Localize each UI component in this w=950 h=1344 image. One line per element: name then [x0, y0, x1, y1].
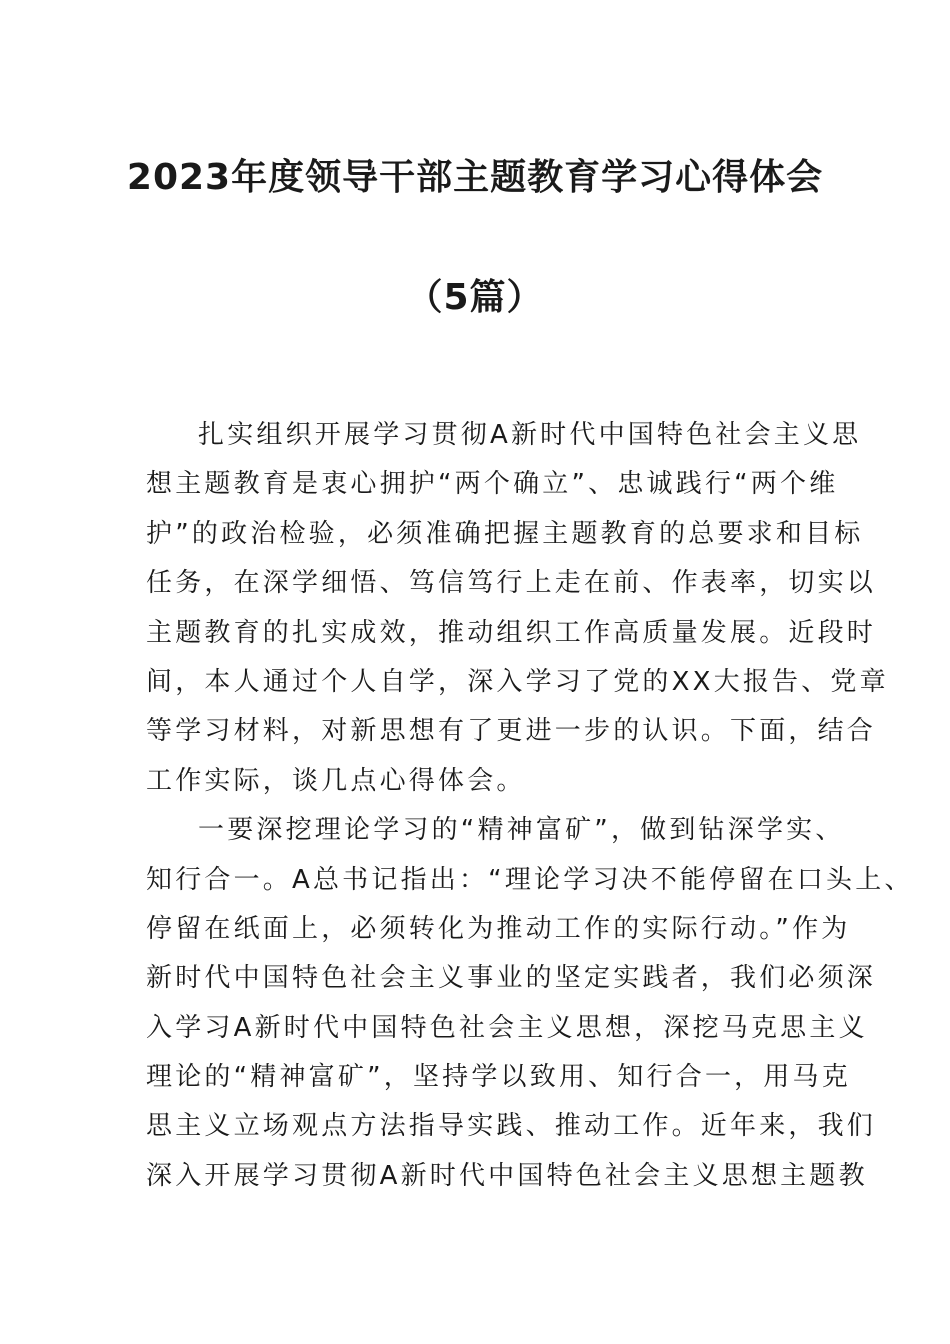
paragraph-line: 想主题教育是衷心拥护“两个确立”、忠诚践行“两个维 — [146, 469, 839, 500]
paragraph-line: 入学习A新时代中国特色社会主义思想，深挖马克思主义 — [146, 1012, 868, 1043]
paragraph-line: 等学习材料，对新思想有了更进一步的认识。下面，结合 — [146, 716, 877, 747]
paragraph-line: 一要深挖理论学习的“精神富矿”，做到钻深学实、 — [198, 815, 845, 846]
paragraph-intro — [146, 411, 889, 806]
document-body — [146, 411, 914, 1201]
paragraph-line: 思主义立场观点方法指导实践、推动工作。近年来，我们 — [146, 1111, 877, 1142]
paragraph-line: 新时代中国特色社会主义事业的坚定实践者，我们必须深 — [146, 963, 877, 994]
paragraph-line: 停留在纸面上，必须转化为推动工作的实际行动。”作为 — [146, 913, 851, 944]
paragraph-line: 知行合一。A总书记指出：“理论学习决不能停留在口头上、 — [146, 864, 914, 895]
paragraph-line: 护”的政治检验，必须准确把握主题教育的总要求和目标 — [146, 518, 864, 549]
document-subtitle: （5篇） — [406, 277, 544, 318]
paragraph-line: 主题教育的扎实成效，推动组织工作高质量发展。近段时 — [146, 617, 877, 648]
paragraph-line: 深入开展学习贯彻A新时代中国特色社会主义思想主题教 — [146, 1160, 868, 1191]
paragraph-line: 间，本人通过个人自学，深入学习了党的XX大报告、党章 — [146, 666, 889, 697]
paragraph-line: 工作实际，谈几点心得体会。 — [146, 765, 526, 796]
paragraph-line: 扎实组织开展学习贯彻A新时代中国特色社会主义思 — [198, 420, 862, 450]
paragraph-line: 理论的“精神富矿”，坚持学以致用、知行合一，用马克 — [146, 1062, 851, 1093]
document-title: 2023年度领导干部主题教育学习心得体会 — [126, 157, 824, 198]
paragraph-line: 任务，在深学细悟、笃信笃行上走在前、作表率，切实以 — [146, 568, 877, 599]
paragraph-point-one — [146, 806, 914, 1201]
